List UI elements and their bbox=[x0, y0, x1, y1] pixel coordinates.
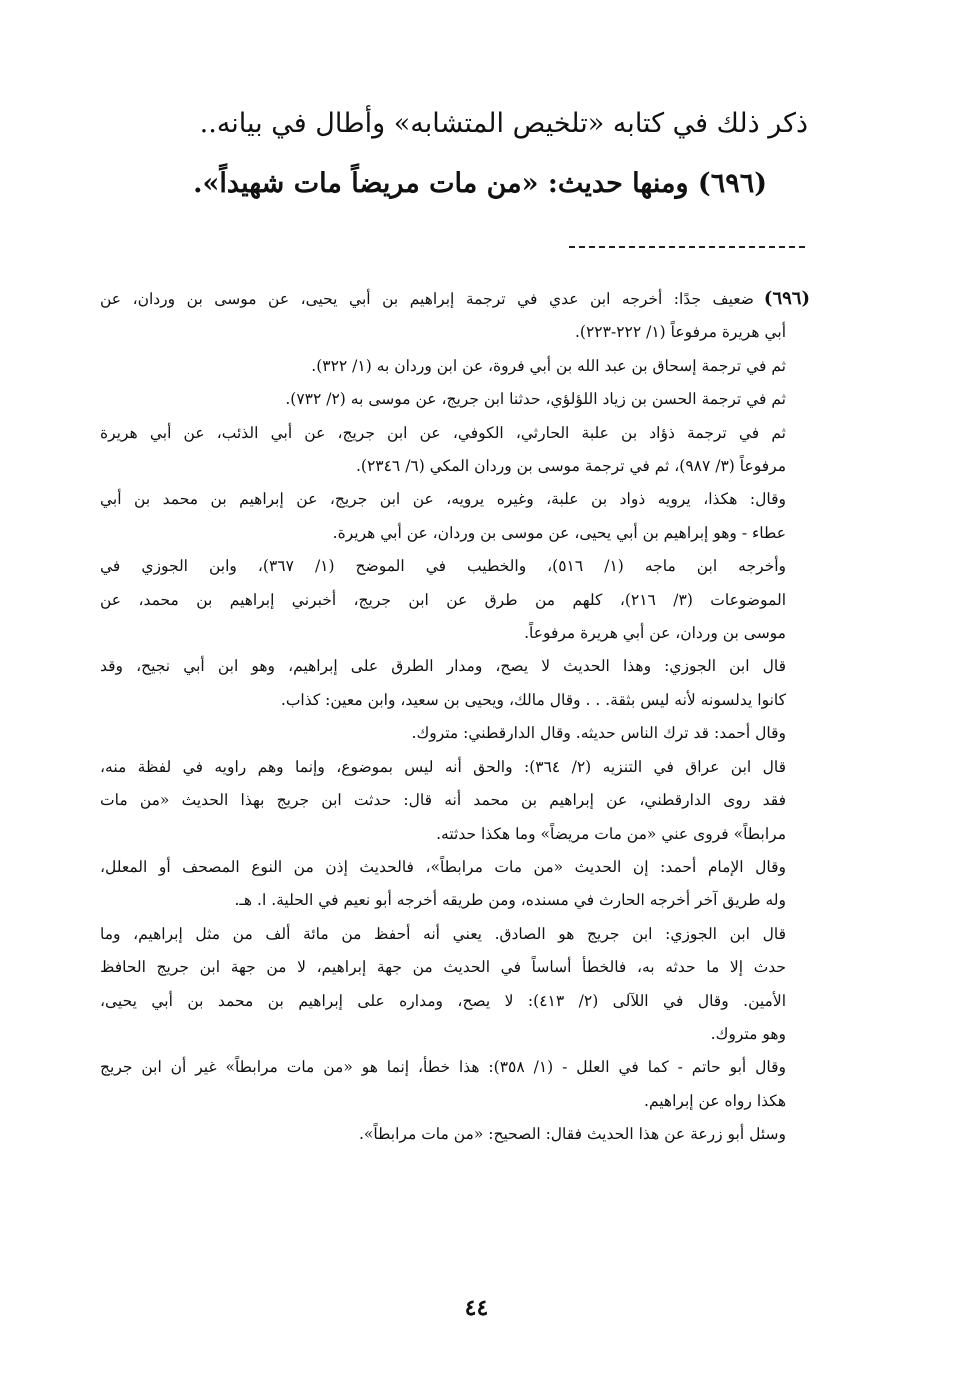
footnote-line: موسى بن وردان، عن أبي هريرة مرفوعاً. bbox=[524, 624, 786, 643]
footnote-line: وهو متروك. bbox=[710, 1024, 786, 1043]
footnote-line: فقد روى الدارقطني، عن إبراهيم بن محمد أنه قال: حدثت ابن جريج بهذا الحديث «من مات bbox=[100, 791, 786, 810]
page-number: ٤٤ bbox=[464, 1295, 489, 1321]
hadith-text: ومنها حديث: «من مات مريضاً مات شهيداً». bbox=[193, 168, 689, 199]
footnote-line: (٦٩٦)ضعيف جدًا: أخرجه ابن عدي في ترجمة إبراهيم بن أبي يحيى، عن موسى بن وردان، عن bbox=[100, 288, 810, 309]
footnote-line: قال ابن عراق في التنزيه (٢/ ٣٦٤): والحق أنه ليس بموضوع، وإنما وهم راويه في لفظة منه، bbox=[100, 757, 786, 776]
main-text-line: ذكر ذلك في كتابه «تلخيص المتشابه» وأطال في بيانه.. bbox=[199, 108, 808, 139]
footnote-line: عطاء - وهو إبراهيم بن أبي يحيى، عن موسى بن وردان، عن أبي هريرة. bbox=[332, 523, 786, 542]
footnote-line: ثم في ترجمة ذؤاد بن علبة الحارثي، الكوفي، عن ابن جريج، عن أبي الذئب، عن أبي هريرة bbox=[100, 423, 786, 442]
footnote-line: أبي هريرة مرفوعاً (١/ ٢٢٢-٢٢٣). bbox=[574, 323, 786, 342]
hadith-heading bbox=[60, 164, 767, 204]
footnote-line: وقال أحمد: قد ترك الناس حديثه. وقال الدارقطني: متروك. bbox=[411, 724, 786, 743]
footnote-line: وله طريق آخر أخرجه الحارث في مسنده، ومن طريقه أخرجه أبو نعيم في الحلية. ا. هـ. bbox=[234, 891, 786, 910]
footnote-line: وقال أبو حاتم - كما في العلل - (١/ ٣٥٨): هذا خطأ، إنما هو «من مات مرابطاً» غير أن ابن جريج bbox=[100, 1058, 786, 1077]
footnote-line: الأمين. وقال في اللآلى (٢/ ٤١٣): لا يصح، ومداره على إبراهيم بن محمد بن أبي يحيى، bbox=[100, 991, 786, 1010]
footnote-line: وسئل أبو زرعة عن هذا الحديث فقال: الصحيح: «من مات مرابطاً». bbox=[358, 1125, 786, 1144]
footnote-line: قال ابن الجوزي: ابن جريج هو الصادق. يعني أنه أحفظ من مائة ألف من مثل إبراهيم، وما bbox=[100, 924, 786, 943]
footnote-line: وقال: هكذا، يرويه ذواد بن علبة، وغيره يرويه، عن ابن جريج، عن إبراهيم بن محمد بن أبي bbox=[100, 490, 786, 509]
footnote-line: ثم في ترجمة إسحاق بن عبد الله بن أبي فروة، عن ابن وردان به (١/ ٣٢٢). bbox=[311, 356, 786, 375]
footnote-line: هكذا رواه عن إبراهيم. bbox=[644, 1091, 786, 1110]
footnote-number: (٦٩٦) bbox=[763, 288, 810, 309]
footnote-line: حدث إلا ما حدثه به، فالخطأ أساساً في الحديث من جهة إبراهيم، لا من جهة ابن جريج الحافظ bbox=[100, 958, 786, 977]
footnote-line: الموضوعات (٣/ ٢١٦)، كلهم من طرق عن ابن جريج، أخبرني إبراهيم بن محمد، عن bbox=[100, 590, 786, 609]
footnote-block bbox=[100, 282, 810, 1152]
footnote-line: مرفوعاً (٣/ ٩٨٧)، ثم في ترجمة موسى بن وردان المكي (٦/ ٢٣٤٦). bbox=[355, 457, 786, 476]
footnote-line: ثم في ترجمة الحسن بن زياد اللؤلؤي، حدثنا ابن جريج، عن موسى به (٢/ ٧٣٢). bbox=[285, 390, 786, 409]
footnote-line: وأخرجه ابن ماجه (١/ ٥١٦)، والخطيب في الموضح (١/ ٣٦٧)، وابن الجوزي في bbox=[100, 557, 786, 576]
footnote-line: وقال الإمام أحمد: إن الحديث «من مات مرابطاً»، فالحديث إذن من النوع المصحف أو المعلل، bbox=[100, 857, 786, 876]
footnote-line: مرابطاً» فروى عني «من مات مريضاً» وما هكذا حدثته. bbox=[436, 824, 786, 843]
hadith-number: (٦٩٦) bbox=[697, 168, 767, 199]
footnote-line: قال ابن الجوزي: وهذا الحديث لا يصح، ومدار الطرق على إبراهيم، وهو ابن أبي نجيح، وقد bbox=[100, 657, 786, 676]
footnote-line: كانوا يدلسونه لأنه ليس بثقة. . . وقال مالك، ويحيى بن سعيد، وابن معين: كذاب. bbox=[280, 690, 786, 709]
footnote-divider bbox=[569, 246, 805, 248]
